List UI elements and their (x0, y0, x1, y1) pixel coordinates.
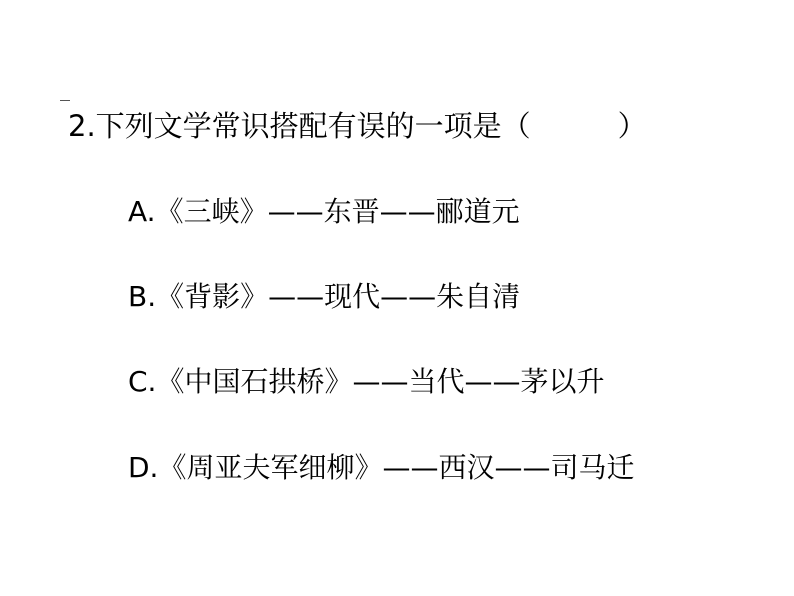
option-d: D.《周亚夫军细柳》——西汉——司马迁 (128, 451, 635, 484)
question-text: 2.下列文学常识搭配有误的一项是（ ） (68, 109, 647, 143)
corner-mark (60, 100, 70, 101)
option-b: B.《背影》——现代——朱自清 (128, 280, 521, 313)
option-a: A.《三峡》——东晋——郦道元 (128, 195, 520, 228)
option-c: C.《中国石拱桥》——当代——茅以升 (128, 365, 605, 398)
